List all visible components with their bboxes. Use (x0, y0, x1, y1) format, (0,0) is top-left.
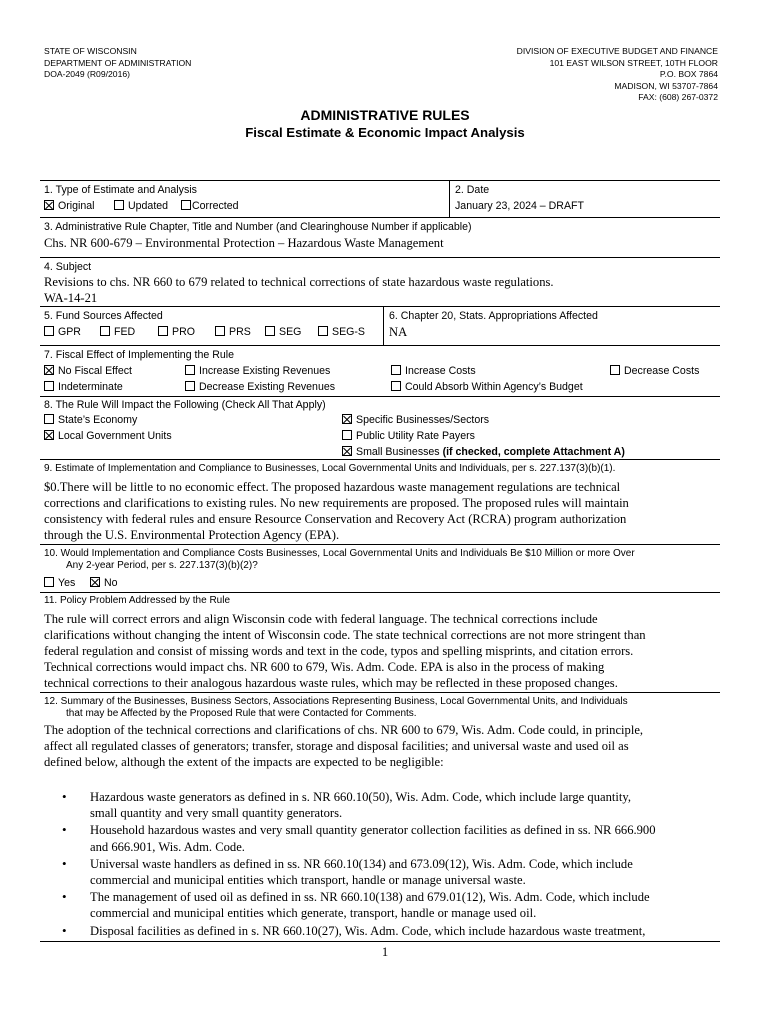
checkbox-icon[interactable] (44, 414, 54, 424)
divider (40, 592, 720, 593)
summary-label-cont: that may be Affected by the Proposed Rule that were Contacted for Comments. (66, 708, 417, 719)
policy-problem-text (44, 611, 724, 691)
ten-million-label: 10. Would Implementation and Compliance Costs Businesses, Local Governmental Units and Individuals Be $10 Million or more Over (44, 548, 635, 559)
increase-costs-option[interactable]: Increase Costs (391, 364, 476, 378)
absorb-budget-option[interactable]: Could Absorb Within Agency’s Budget (391, 380, 583, 394)
summary-line: affect all regulated classes of generators; transfer, storage and disposal facilities; and universal waste and used oil as (44, 739, 629, 753)
subject-line: WA-14-21 (44, 291, 98, 305)
header-line: 101 EAST WILSON STREET, 10TH FLOOR (549, 57, 718, 68)
checkbox-checked-icon[interactable] (342, 414, 352, 424)
subject-label: 4. Subject (44, 261, 92, 273)
rule-impact-label: 8. The Rule Will Impact the Following (Check All That Apply) (44, 399, 326, 411)
page-subtitle: Fiscal Estimate & Economic Impact Analysis (245, 125, 525, 140)
policy-line: federal regulation and consist of missing words and text in the code, typos and spelling misprints, and citation errors. (44, 644, 634, 658)
header-line: DIVISION OF EXECUTIVE BUDGET AND FINANCE (516, 46, 718, 56)
divider (40, 544, 720, 545)
header-line: P.O. BOX 7864 (659, 69, 718, 79)
checkbox-icon[interactable] (391, 365, 401, 375)
checkbox-icon[interactable] (100, 326, 110, 336)
divider (40, 459, 720, 460)
header-line: DEPARTMENT OF ADMINISTRATION (44, 57, 192, 68)
summary-line: defined below, although the extent of the impacts are expected to be negligible: (44, 755, 444, 769)
checkbox-checked-icon[interactable] (44, 200, 54, 210)
local-government-option[interactable]: Local Government Units (44, 429, 172, 443)
checkbox-icon[interactable] (185, 381, 195, 391)
divider (40, 396, 720, 397)
header-line: MADISON, WI 53707-7864 (614, 80, 718, 91)
policy-line: technical corrections to their analogous hazardous waste rules, which may be reflected in these proposed changes. (44, 676, 618, 690)
checkbox-icon[interactable] (158, 326, 168, 336)
fund-option-seg-s[interactable]: SEG-S (318, 325, 365, 339)
date-value: January 23, 2024 – DRAFT (455, 200, 584, 212)
policy-line: clarifications without changing the intent of Wisconsin code. The state technical corrections are not more stringent than (44, 628, 646, 642)
no-fiscal-effect-option[interactable]: No Fiscal Effect (44, 364, 132, 378)
fund-option-pro[interactable]: PRO (158, 325, 195, 339)
summary-label: 12. Summary of the Businesses, Business Sectors, Associations Representing Business, Local Governmental Units, and Individuals (44, 696, 628, 707)
subject-line: Revisions to chs. NR 660 to 679 related to technical corrections of state hazardous waste regulations. (44, 275, 554, 289)
division-header (517, 46, 718, 104)
updated-option[interactable]: Updated (114, 199, 168, 213)
divider (40, 257, 720, 258)
summary-text (44, 722, 724, 770)
decrease-revenues-option[interactable]: Decrease Existing Revenues (185, 380, 335, 394)
divider (40, 941, 720, 942)
agency-header (44, 46, 191, 81)
list-item: • Universal waste handlers as defined in ss. NR 660.10(134) and 673.09(12), Wis. Adm. Code, which include commercial and municipal entities which transport, handle or manage universal waste. (48, 856, 728, 888)
decrease-costs-option[interactable]: Decrease Costs (610, 364, 699, 378)
checkbox-icon[interactable] (318, 326, 328, 336)
checkbox-icon[interactable] (44, 381, 54, 391)
divider (40, 345, 720, 346)
appropriations-value: NA (389, 325, 408, 339)
no-option[interactable]: No (90, 576, 118, 590)
list-item: • Hazardous waste generators as defined in s. NR 660.10(50), Wis. Adm. Code, which include large quantity, small quantity and very small quantity generators. (48, 789, 728, 821)
estimate-text (44, 479, 724, 543)
checkbox-checked-icon[interactable] (44, 365, 54, 375)
checkbox-icon[interactable] (44, 577, 54, 587)
estimate-line: corrections and clarifications to existing rules. No new requirements are proposed. The proposed rules will maintain (44, 496, 629, 510)
ten-million-label-cont: Any 2-year Period, per s. 227.137(3)(b)(2)? (66, 560, 258, 571)
checkbox-icon[interactable] (44, 326, 54, 336)
header-line: FAX: (608) 267-0372 (638, 92, 718, 102)
checkbox-icon[interactable] (114, 200, 124, 210)
policy-problem-label: 11. Policy Problem Addressed by the Rule (44, 595, 231, 606)
fund-sources-label: 5. Fund Sources Affected (44, 310, 163, 322)
checkbox-icon[interactable] (215, 326, 225, 336)
rule-chapter-value: Chs. NR 600-679 – Environmental Protection – Hazardous Waste Management (44, 236, 444, 250)
rule-chapter-label: 3. Administrative Rule Chapter, Title and Number (and Clearinghouse Number if applicable) (44, 221, 472, 233)
divider (40, 180, 720, 181)
type-of-estimate-label: 1. Type of Estimate and Analysis (44, 184, 197, 196)
checkbox-checked-icon[interactable] (90, 577, 100, 587)
fund-option-fed[interactable]: FED (100, 325, 135, 339)
fund-option-seg[interactable]: SEG (265, 325, 301, 339)
policy-line: Technical corrections would impact chs. NR 600 to 679, Wis. Adm. Code. EPA is also in the process of making (44, 660, 605, 674)
checkbox-icon[interactable] (265, 326, 275, 336)
divider (40, 217, 720, 218)
checkbox-checked-icon[interactable] (342, 446, 352, 456)
attachment-note: (if checked, complete Attachment A) (442, 446, 625, 458)
divider (40, 306, 720, 307)
page-number: 1 (381, 945, 389, 959)
estimate-line: through the U.S. Environmental Protection Agency (EPA). (44, 528, 340, 542)
state-economy-option[interactable]: State’s Economy (44, 413, 137, 427)
summary-line: The adoption of the technical corrections and clarifications of chs. NR 600 to 679, Wis. Adm. Code could, in principle, (44, 723, 644, 737)
list-item: • Household hazardous wastes and very small quantity generator collection facilities as defined in ss. NR 666.900 and 666.901, Wis. Adm. Code. (48, 822, 728, 854)
fund-option-prs[interactable]: PRS (215, 325, 251, 339)
list-item: • Disposal facilities as defined in s. NR 660.10(27), Wis. Adm. Code, which include hazardous waste treatment, (48, 923, 728, 939)
yes-option[interactable]: Yes (44, 576, 75, 590)
estimate-line: $0.There will be little to no economic effect. The proposed hazardous waste management regulations are technical (44, 480, 621, 494)
affected-parties-list (48, 789, 728, 940)
checkbox-icon[interactable] (181, 200, 191, 210)
policy-line: The rule will correct errors and align Wisconsin code with federal language. The technical corrections include (44, 612, 598, 626)
checkbox-icon[interactable] (342, 430, 352, 440)
original-option[interactable]: Original (44, 199, 95, 213)
checkbox-checked-icon[interactable] (44, 430, 54, 440)
small-businesses-option[interactable]: Small Businesses (if checked, complete Attachment A) (342, 445, 625, 459)
estimate-label: 9. Estimate of Implementation and Compliance to Businesses, Local Governmental Units and Individuals, per s. 227.137(3)(b)(1). (44, 463, 616, 474)
indeterminate-option[interactable]: Indeterminate (44, 380, 123, 394)
utility-rate-payers-option[interactable]: Public Utility Rate Payers (342, 429, 475, 443)
divider (383, 306, 384, 345)
checkbox-icon[interactable] (185, 365, 195, 375)
fund-option-gpr[interactable]: GPR (44, 325, 81, 339)
list-item: • The management of used oil as defined in ss. NR 660.10(138) and 679.01(12), Wis. Adm. Code, which include commercial and municipal entities which generate, transport, handle or manage used oil. (48, 889, 728, 921)
fiscal-effect-label: 7. Fiscal Effect of Implementing the Rule (44, 349, 234, 361)
increase-revenues-option[interactable]: Increase Existing Revenues (185, 364, 330, 378)
date-label: 2. Date (455, 184, 490, 196)
header-line: DOA-2049 (R09/2016) (44, 69, 130, 79)
header-line: STATE OF WISCONSIN (44, 46, 137, 56)
estimate-line: consistency with federal rules and ensure Resource Conservation and Recovery Act (RCRA) program authorization (44, 512, 627, 526)
corrected-option[interactable]: Corrected (181, 199, 239, 213)
divider (40, 692, 720, 693)
divider (449, 180, 450, 217)
page-title: ADMINISTRATIVE RULES (300, 107, 470, 123)
checkbox-icon[interactable] (391, 381, 401, 391)
specific-businesses-option[interactable]: Specific Businesses/Sectors (342, 413, 489, 427)
appropriations-label: 6. Chapter 20, Stats. Appropriations Affected (389, 310, 598, 322)
checkbox-icon[interactable] (610, 365, 620, 375)
